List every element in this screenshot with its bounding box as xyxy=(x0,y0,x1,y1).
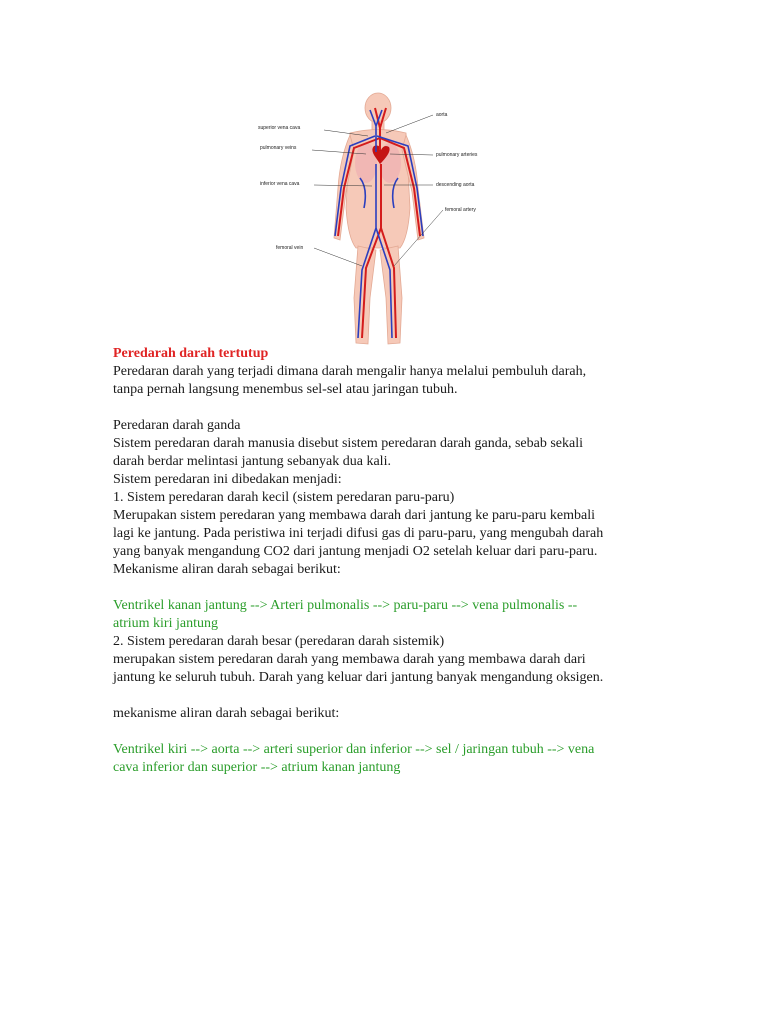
document-body xyxy=(113,345,653,777)
paragraph-line: Sistem peredaran darah manusia disebut sistem peredaran darah ganda, sebab sekali xyxy=(113,436,583,451)
flow-line: cava inferior dan superior --> atrium kanan jantung xyxy=(113,760,401,775)
label-femoral-vein: femoral vein xyxy=(276,245,304,251)
subsection-title: Peredaran darah ganda xyxy=(113,418,241,433)
paragraph-line: merupakan sistem peredaran darah yang membawa darah yang membawa darah dari xyxy=(113,652,586,667)
paragraph-line: Merupakan sistem peredaran yang membawa darah dari jantung ke paru-paru kembali xyxy=(113,508,596,523)
paragraph-line: Sistem peredaran ini dibedakan menjadi: xyxy=(113,472,342,487)
paragraph-line: tanpa pernah langsung menembus sel-sel atau jaringan tubuh. xyxy=(113,382,458,397)
list-item-title: 1. Sistem peredaran darah kecil (sistem peredaran paru-paru) xyxy=(113,490,455,505)
paragraph-line: lagi ke jantung. Pada peristiwa ini terjadi difusi gas di paru-paru, yang mengubah darah xyxy=(113,526,604,541)
label-aorta: aorta xyxy=(436,112,448,118)
label-femoral-artery: femoral artery xyxy=(445,207,476,213)
paragraph-line: Peredaran darah yang terjadi dimana darah mengalir hanya melalui pembuluh darah, xyxy=(113,364,587,379)
label-pulmonary-arteries: pulmonary arteries xyxy=(436,152,478,158)
flow-line: atrium kiri jantung xyxy=(113,616,218,631)
paragraph-line: Mekanisme aliran darah sebagai berikut: xyxy=(113,562,341,577)
label-descending-aorta: descending aorta xyxy=(436,182,475,188)
label-superior-vena-cava: superior vena cava xyxy=(258,125,301,131)
paragraph-line: yang banyak mengandung CO2 dari jantung menjadi O2 setelah keluar dari paru-paru. xyxy=(113,544,598,559)
paragraph-line: mekanisme aliran darah sebagai berikut: xyxy=(113,706,340,721)
paragraph-line: jantung ke seluruh tubuh. Darah yang keluar dari jantung banyak mengandung oksigen. xyxy=(113,670,604,685)
label-inferior-vena-cava: inferior vena cava xyxy=(260,181,300,187)
flow-line: Ventrikel kanan jantung --> Arteri pulmonalis --> paru-paru --> vena pulmonalis -- xyxy=(113,598,578,613)
flow-line: Ventrikel kiri --> aorta --> arteri superior dan inferior --> sel / jaringan tubuh --> vena xyxy=(113,742,595,757)
label-pulmonary-veins: pulmonary veins xyxy=(260,145,297,151)
list-item-title: 2. Sistem peredaran darah besar (peredaran darah sistemik) xyxy=(113,634,445,649)
paragraph-line: darah berdar melintasi jantung sebanyak dua kali. xyxy=(113,454,391,469)
section-heading: Peredarah darah tertutup xyxy=(113,346,269,361)
circulatory-system-figure xyxy=(240,88,520,354)
